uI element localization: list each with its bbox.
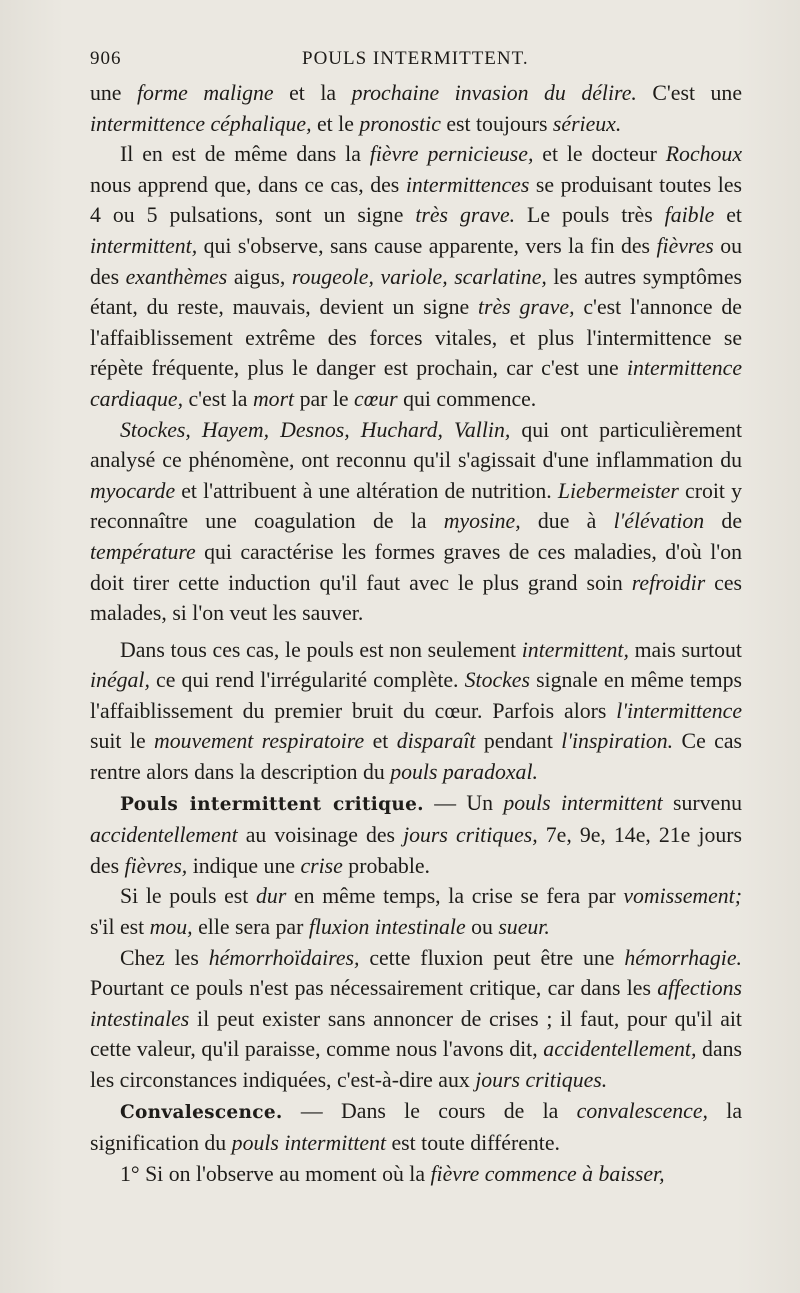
page-number: 906 <box>90 48 122 69</box>
text-run: dans les circonstances indiquées, c'est-à-dire aux <box>90 1037 743 1092</box>
italic-run: hémorrhagie. <box>624 945 742 970</box>
text-run: nous apprend que, dans ce cas, des <box>90 172 406 197</box>
italic-run: exanthèmes <box>125 264 228 289</box>
text-run: signale en même temps l'affaiblissement du premier bruit du cœur. Parfois alors <box>90 668 743 723</box>
italic-run: Rochoux <box>665 142 742 167</box>
text-run: survenu <box>662 790 743 815</box>
italic-run: dur <box>256 884 287 909</box>
italic-run: intermittences <box>405 172 530 197</box>
text-run: c'est l'annonce de l'affaiblissement extrême des forces vitales, et plus l'intermittence se répète fréquente, plus le danger est prochain, car c'est une <box>90 295 742 381</box>
italic-run: disparaît <box>396 729 476 754</box>
italic-run: rougeole, variole, scarlatine, <box>291 264 547 289</box>
italic-run: Liebermeister <box>557 478 679 503</box>
italic-run: intermittent, <box>90 233 198 258</box>
paragraph <box>90 415 742 629</box>
text-run: Il en est de même dans la <box>120 142 370 167</box>
text-run: qui caractérise les formes graves de ces maladies, d'où l'on doit tirer cette induction qu'il faut avec le plus grand soin <box>90 539 742 595</box>
text-run: s'il est <box>90 915 150 940</box>
italic-run: mouvement respiratoire <box>154 729 365 754</box>
italic-run: myosine, <box>443 509 521 534</box>
italic-run: sérieux. <box>552 111 622 136</box>
text-run: la signification du <box>90 1098 742 1156</box>
text-run: se produisant toutes les 4 ou 5 pulsations, sont un signe <box>90 172 742 228</box>
paragraph <box>90 78 742 139</box>
italic-run: fluxion intestinale <box>308 915 466 940</box>
italic-run: pouls intermittent <box>231 1131 387 1156</box>
italic-run: intermittence cardiaque, <box>90 356 742 411</box>
text-run: qui commence. <box>397 386 537 411</box>
italic-run: forme maligne <box>136 81 274 105</box>
text-run: une <box>90 81 137 105</box>
section-heading: Pouls intermittent critique. <box>120 793 424 815</box>
text-run: Ce cas rentre alors dans la description du <box>90 729 742 785</box>
italic-run: prochaine invasion du délire. <box>351 81 637 105</box>
text-run: et le <box>311 111 360 136</box>
italic-run: hémorrhoïdaires, <box>208 945 360 970</box>
italic-run: convalescence, <box>576 1098 708 1123</box>
text-run: ou <box>465 915 499 940</box>
text-run: Le pouls très <box>515 203 665 228</box>
paragraph <box>90 635 742 788</box>
text-run: Dans tous ces cas, le pouls est non seulement <box>120 637 522 662</box>
italic-run: très grave, <box>477 295 575 320</box>
text-run: — Un <box>423 790 504 815</box>
italic-run: Stockes, Hayem, Desnos, Huchard, Vallin, <box>120 417 511 442</box>
text-run: due à <box>520 509 614 534</box>
section-heading: Convalescence. <box>120 1101 283 1123</box>
italic-run: fièvres <box>656 233 714 258</box>
italic-run: Stockes <box>464 668 530 693</box>
text-run: — Dans le cours de la <box>282 1098 577 1123</box>
text-run: et l'attribuent à une altération de nutrition. <box>175 478 558 503</box>
italic-run: refroidir <box>631 570 706 595</box>
text-run: Si le pouls est <box>120 884 257 909</box>
text-run: les autres symptômes étant, du reste, mauvais, devient un signe <box>90 264 742 320</box>
text-run: en même temps, la crise se fera par <box>286 884 624 909</box>
italic-run: mou, <box>149 915 193 940</box>
text-run: 7e, 9e, 14e, 21e jours des <box>90 823 743 878</box>
text-run: suit le <box>90 729 155 754</box>
italic-run: température <box>90 539 196 564</box>
text-run: est toute différente. <box>386 1131 560 1156</box>
text-run: qui s'observe, sans cause apparente, vers la fin des <box>197 233 657 258</box>
italic-run: myocarde <box>90 478 176 503</box>
text-run: C'est une <box>636 81 742 105</box>
paragraph <box>90 1159 742 1190</box>
text-run: aigus, <box>227 264 292 289</box>
italic-run: crise <box>300 853 343 878</box>
paragraph <box>90 881 742 942</box>
text-run: il peut exister sans annoncer de crises ; il faut, pour qu'il ait cette valeur, qu'il paraisse, comme nous l'avons dit, <box>90 1006 742 1062</box>
running-title: POULS INTERMITTENT. <box>302 48 529 69</box>
italic-run: mort <box>252 386 295 411</box>
italic-run: intermittent, <box>521 637 629 662</box>
text-run: et <box>364 729 397 754</box>
text-run: ou des <box>90 233 743 289</box>
italic-run: cœur <box>354 386 398 411</box>
italic-run: pronostic <box>359 111 441 136</box>
text-run: Chez les <box>120 945 209 970</box>
paragraph <box>90 139 742 414</box>
body-text <box>90 78 742 1189</box>
text-run: croit y reconnaître une coagulation de la <box>90 478 742 534</box>
text-run: et le docteur <box>533 142 666 167</box>
italic-run: faible <box>664 203 715 228</box>
section-convalescence <box>90 1096 742 1159</box>
italic-run: pouls paradoxal. <box>390 760 538 785</box>
text-run: cette fluxion peut être une <box>359 945 625 970</box>
italic-run: fièvres, <box>124 853 188 878</box>
text-run: 1° Si on l'observe au moment où la <box>120 1161 431 1186</box>
italic-run: l'élévation <box>613 509 705 534</box>
italic-run: très grave. <box>415 203 516 228</box>
text-run: et la <box>273 81 352 105</box>
italic-run: accidentellement, <box>543 1037 697 1062</box>
text-run: pendant <box>475 729 562 754</box>
text-run: qui ont particulièrement analysé ce phénomène, ont reconnu qu'il s'agissait d'une inflammation du <box>90 417 742 473</box>
italic-run: jours critiques, <box>403 823 538 848</box>
text-run: est toujours <box>440 111 553 136</box>
italic-run: vomissement; <box>623 884 742 909</box>
section-pouls-intermittent-critique <box>90 788 742 882</box>
text-run: c'est la <box>183 386 253 411</box>
text-run: et <box>714 203 742 228</box>
italic-run: intermittence céphalique, <box>90 111 312 136</box>
text-run: Pourtant ce pouls n'est pas nécessairement critique, car dans les <box>90 976 658 1001</box>
text-run: elle sera par <box>192 915 309 940</box>
italic-run: l'intermittence <box>616 698 742 723</box>
italic-run: accidentellement <box>90 823 238 848</box>
text-run: ces malades, si l'on veut les sauver. <box>90 570 742 626</box>
italic-run: fièvre commence à baisser, <box>430 1161 665 1186</box>
italic-run: fièvre pernicieuse, <box>369 142 534 167</box>
text-run: mais surtout <box>628 637 742 662</box>
text-run: de <box>704 509 742 534</box>
text-run: ce qui rend l'irrégularité complète. <box>149 668 465 693</box>
text-run: probable. <box>342 853 430 878</box>
italic-run: pouls intermittent <box>503 790 663 815</box>
italic-run: jours critiques. <box>475 1068 608 1092</box>
text-run: indique une <box>187 853 301 878</box>
italic-run: sueur. <box>498 915 550 940</box>
running-head <box>90 48 742 78</box>
italic-run: affections intestinales <box>90 976 742 1031</box>
italic-run: l'inspiration. <box>561 729 674 754</box>
paragraph <box>90 943 742 1096</box>
text-run: par le <box>294 386 355 411</box>
italic-run: inégal, <box>90 668 150 693</box>
text-run: au voisinage des <box>237 823 404 848</box>
